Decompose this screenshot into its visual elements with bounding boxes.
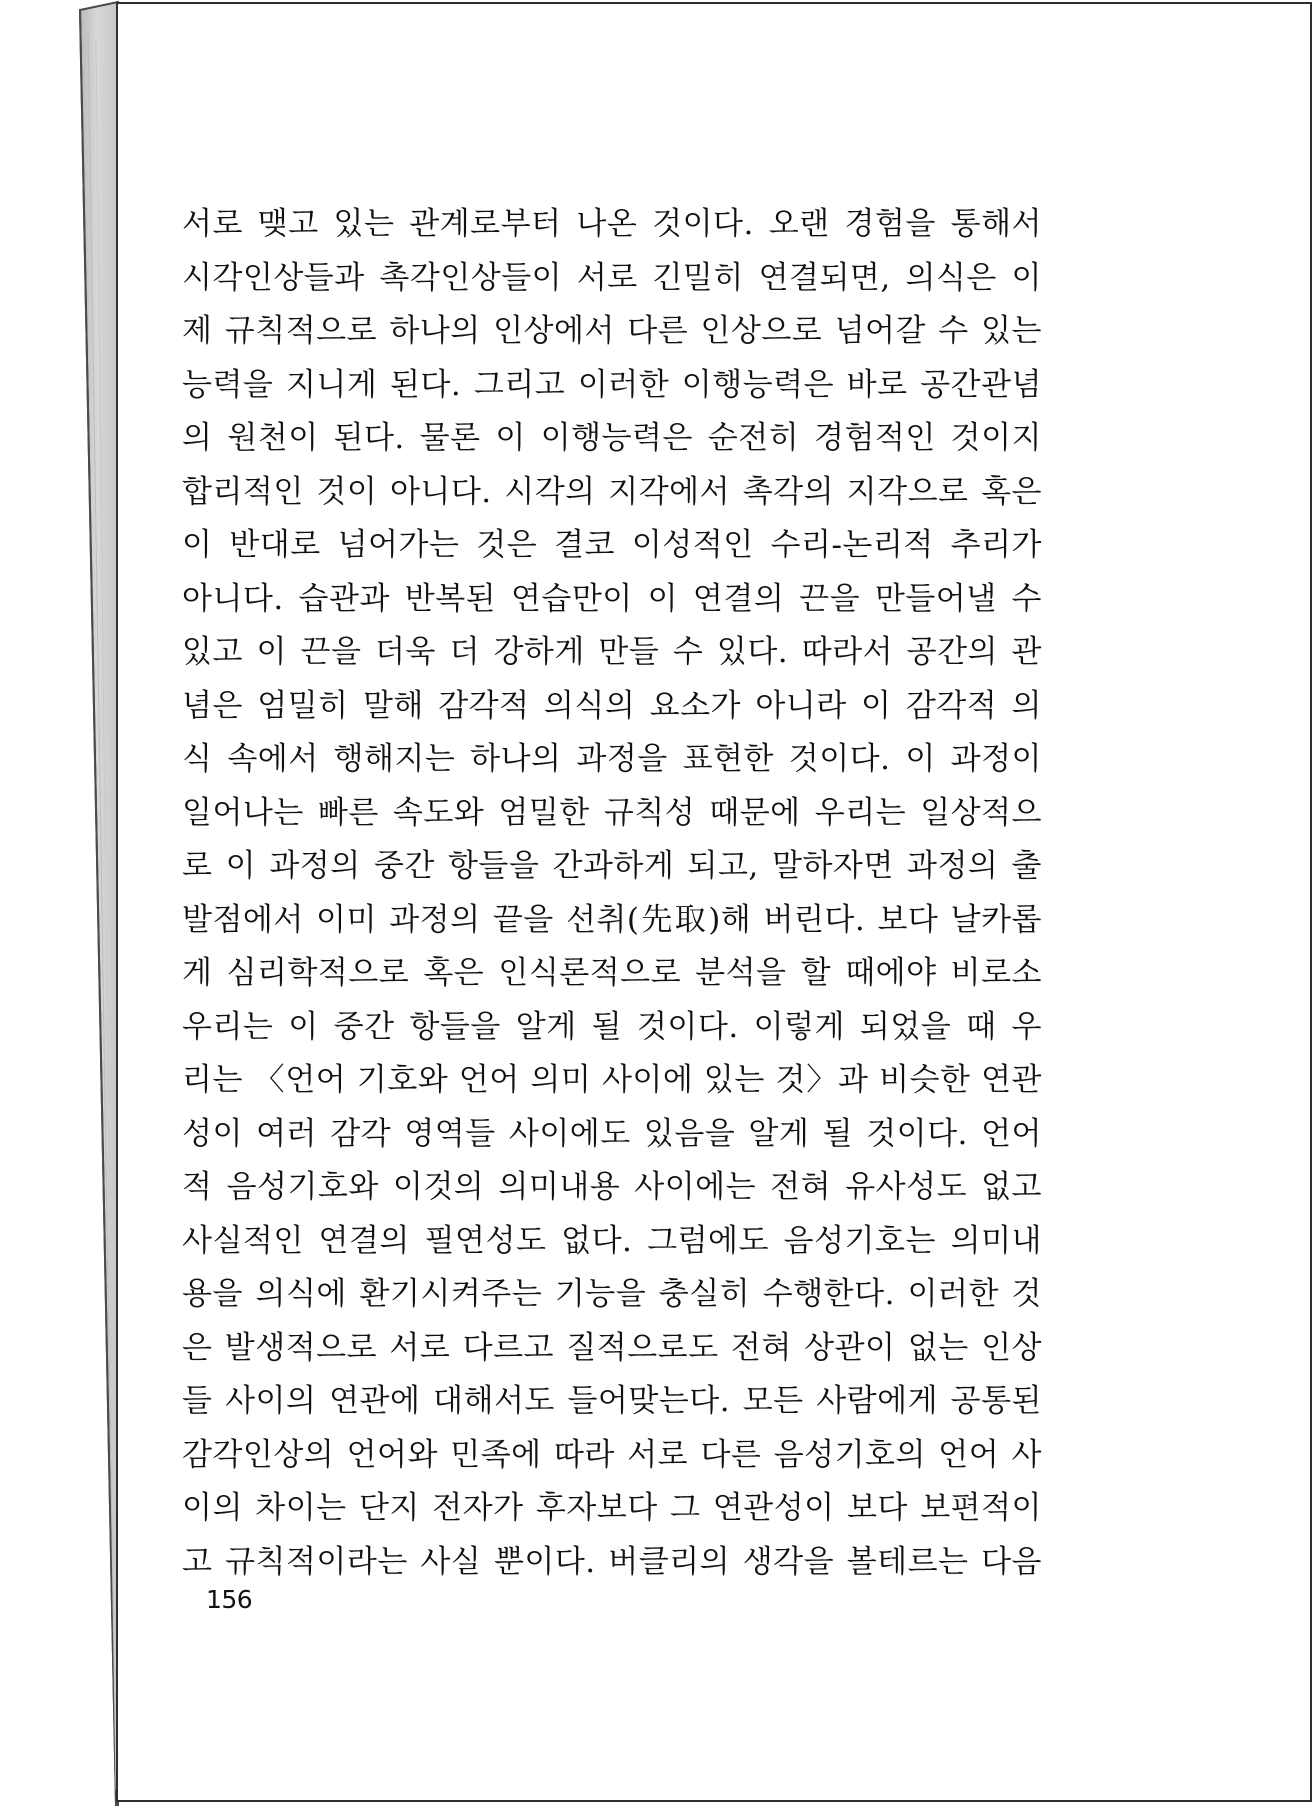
text-line: 은 발생적으로 서로 다르고 질적으로도 전혀 상관이 없는 인상: [182, 1329, 1042, 1366]
text-line: 념은 엄밀히 말해 감각적 의식의 요소가 아니라 이 감각적 의: [182, 687, 1042, 724]
text-line: 게 심리학적으로 혹은 인식론적으로 분석을 할 때에야 비로소: [182, 955, 1042, 991]
text-line: 리는 〈언어 기호와 언어 의미 사이에 있는 것〉과 비슷한 연관: [182, 1062, 1042, 1098]
text-line: 식 속에서 행해지는 하나의 과정을 표현한 것이다. 이 과정이: [182, 741, 1042, 777]
text-line: 이 반대로 넘어가는 것은 결코 이성적인 수리-논리적 추리가: [182, 527, 1042, 563]
text-line: 우리는 이 중간 항들을 알게 될 것이다. 이렇게 되었을 때 우: [182, 1008, 1042, 1045]
text-line: 있고 이 끈을 더욱 더 강하게 만들 수 있다. 따라서 공간의 관: [182, 634, 1042, 670]
text-line: 사실적인 연결의 필연성도 없다. 그럼에도 음성기호는 의미내: [182, 1222, 1042, 1259]
text-line: 용을 의식에 환기시켜주는 기능을 충실히 수행한다. 이러한 것: [182, 1276, 1042, 1312]
text-line: 제 규칙적으로 하나의 인상에서 다른 인상으로 넘어갈 수 있는: [182, 313, 1042, 349]
text-line: 시각인상들과 촉각인상들이 서로 긴밀히 연결되면, 의식은 이: [182, 259, 1042, 296]
text-line: 아니다. 습관과 반복된 연습만이 이 연결의 끈을 만들어낼 수: [182, 580, 1042, 617]
text-line: 적 음성기호와 이것의 의미내용 사이에는 전혀 유사성도 없고: [182, 1169, 1042, 1205]
text-line: 발점에서 이미 과정의 끝을 선취(先取)해 버린다. 보다 날카롭: [182, 901, 1042, 938]
text-line: 성이 여러 감각 영역들 사이에도 있음을 알게 될 것이다. 언어: [182, 1115, 1042, 1152]
text-line: 합리적인 것이 아니다. 시각의 지각에서 촉각의 지각으로 혹은: [182, 473, 1042, 510]
page-number: 156: [206, 1585, 253, 1614]
text-line: 일어나는 빠른 속도와 엄밀한 규칙성 때문에 우리는 일상적으: [182, 794, 1042, 831]
text-line: 고 규칙적이라는 사실 뿐이다. 버클리의 생각을 볼테르는 다음: [182, 1543, 1042, 1580]
text-line: 로 이 과정의 중간 항들을 간과하게 되고, 말하자면 과정의 출: [182, 848, 1042, 884]
text-line: 능력을 지니게 된다. 그리고 이러한 이행능력은 바로 공간관념: [182, 366, 1042, 403]
text-line: 서로 맺고 있는 관계로부터 나온 것이다. 오랜 경험을 통해서: [182, 206, 1042, 242]
book-page-edges: [0, 0, 120, 1806]
text-line: 이의 차이는 단지 전자가 후자보다 그 연관성이 보다 보편적이: [182, 1490, 1042, 1526]
text-line: 들 사이의 연관에 대해서도 들어맞는다. 모든 사람에게 공통된: [182, 1383, 1042, 1419]
text-line: 의 원천이 된다. 물론 이 이행능력은 순전히 경험적인 것이지: [182, 420, 1042, 456]
body-text: [182, 198, 1042, 1589]
text-line: 감각인상의 언어와 민족에 따라 서로 다른 음성기호의 언어 사: [182, 1436, 1042, 1473]
